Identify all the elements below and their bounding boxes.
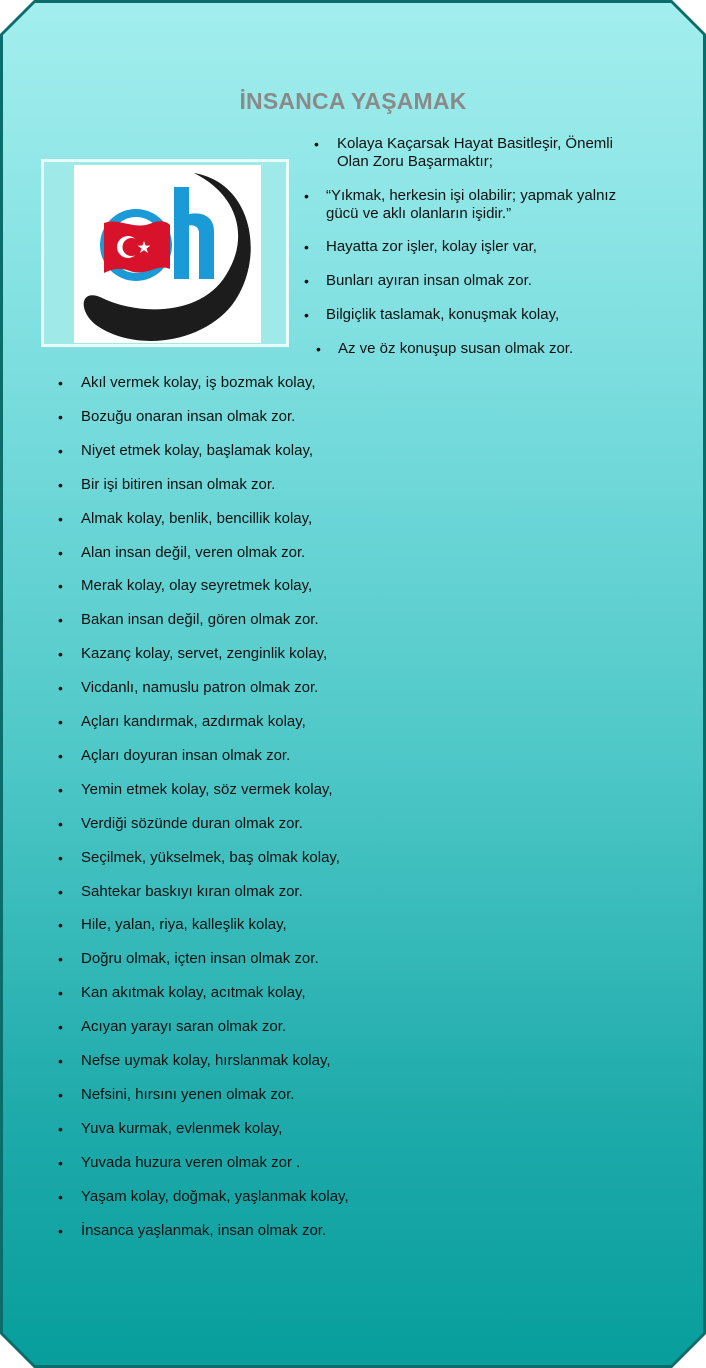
letter-h-stem bbox=[174, 187, 189, 279]
poem-line: Akıl vermek kolay, iş bozmak kolay, bbox=[81, 374, 316, 391]
bullet-icon: • bbox=[58, 1223, 63, 1239]
poem-line: Sahtekar baskıyı kıran olmak zor. bbox=[81, 883, 303, 900]
intro-item-3: Hayatta zor işler, kolay işler var, bbox=[326, 238, 537, 255]
bullet-icon: • bbox=[58, 545, 63, 561]
poem-line: Bir işi bitiren insan olmak zor. bbox=[81, 476, 276, 493]
poem-line: Açları doyuran insan olmak zor. bbox=[81, 747, 291, 764]
poem-line: Doğru olmak, içten insan olmak zor. bbox=[81, 950, 319, 967]
bullet-icon: • bbox=[58, 985, 63, 1001]
bullet-icon: • bbox=[58, 1189, 63, 1205]
poem-line: Acıyan yarayı saran olmak zor. bbox=[81, 1018, 287, 1035]
bullet-icon: • bbox=[58, 1121, 63, 1137]
poem-line: Yemin etmek kolay, söz vermek kolay, bbox=[81, 781, 333, 798]
bullet-icon: • bbox=[304, 239, 309, 255]
bullet-icon: • bbox=[58, 748, 63, 764]
poem-line: Bakan insan değil, gören olmak zor. bbox=[81, 611, 319, 628]
poem-line: Kazanç kolay, servet, zenginlik kolay, bbox=[81, 645, 328, 662]
poem-line: Merak kolay, olay seyretmek kolay, bbox=[81, 577, 313, 594]
poem-line: Hile, yalan, riya, kalleşlik kolay, bbox=[81, 916, 287, 933]
bullet-icon: • bbox=[58, 951, 63, 967]
bullet-icon: • bbox=[58, 917, 63, 933]
bullet-icon: • bbox=[58, 375, 63, 391]
poem-line: Yaşam kolay, doğmak, yaşlanmak kolay, bbox=[81, 1188, 349, 1205]
intro-item-2-line-1: “Yıkmak, herkesin işi olabilir; yapmak yalnız bbox=[326, 187, 617, 204]
intro-item-5: Bilgiçlik taslamak, konuşmak kolay, bbox=[326, 306, 560, 323]
logo-frame bbox=[41, 159, 289, 347]
poem-line: İnsanca yaşlanmak, insan olmak zor. bbox=[81, 1222, 327, 1239]
bullet-icon: • bbox=[58, 1019, 63, 1035]
intro-item-4: Bunları ayıran insan olmak zor. bbox=[326, 272, 532, 289]
poem-line: Vicdanlı, namuslu patron olmak zor. bbox=[81, 679, 319, 696]
bullet-icon: • bbox=[58, 612, 63, 628]
intro-item-1-line-1: Kolaya Kaçarsak Hayat Basitleşir, Önemli bbox=[337, 135, 613, 152]
poem-line: Kan akıtmak kolay, acıtmak kolay, bbox=[81, 984, 306, 1001]
bullet-icon: • bbox=[58, 409, 63, 425]
bullet-icon: • bbox=[58, 714, 63, 730]
bullet-icon: • bbox=[304, 307, 309, 323]
bullet-icon: • bbox=[58, 477, 63, 493]
poem-line: Açları kandırmak, azdırmak kolay, bbox=[81, 713, 306, 730]
oh-logo-icon bbox=[74, 165, 261, 343]
intro-item-2-line-2: gücü ve aklı olanların işidir.” bbox=[326, 205, 512, 222]
page-title: İNSANCA YAŞAMAK bbox=[239, 88, 467, 114]
bullet-icon: • bbox=[58, 578, 63, 594]
bullet-icon: • bbox=[58, 850, 63, 866]
bullet-icon: • bbox=[304, 188, 309, 204]
poem-line: Alan insan değil, veren olmak zor. bbox=[81, 544, 306, 561]
bullet-icon: • bbox=[58, 1053, 63, 1069]
bullet-icon: • bbox=[58, 1155, 63, 1171]
intro-item-1-line-2: Olan Zoru Başarmaktır; bbox=[337, 153, 493, 170]
bullet-icon: • bbox=[58, 782, 63, 798]
poem-line: Verdiği sözünde duran olmak zor. bbox=[81, 815, 303, 832]
bullet-icon: • bbox=[304, 273, 309, 289]
logo bbox=[74, 165, 261, 343]
poem-line: Bozuğu onaran insan olmak zor. bbox=[81, 408, 296, 425]
poem-line: Nefsini, hırsını yenen olmak zor. bbox=[81, 1086, 295, 1103]
intro-item-6: Az ve öz konuşup susan olmak zor. bbox=[338, 340, 574, 357]
bullet-icon: • bbox=[58, 884, 63, 900]
bullet-icon: • bbox=[58, 511, 63, 527]
bullet-icon: • bbox=[58, 646, 63, 662]
bullet-icon: • bbox=[316, 341, 321, 357]
poem-line: Niyet etmek kolay, başlamak kolay, bbox=[81, 442, 314, 459]
bullet-icon: • bbox=[58, 680, 63, 696]
poem-line: Seçilmek, yükselmek, baş olmak kolay, bbox=[81, 849, 340, 866]
poem-line: Yuva kurmak, evlenmek kolay, bbox=[81, 1120, 283, 1137]
poem-line: Almak kolay, benlik, bencillik kolay, bbox=[81, 510, 313, 527]
bullet-icon: • bbox=[314, 136, 319, 152]
poem-line: Yuvada huzura veren olmak zor . bbox=[81, 1154, 301, 1171]
bullet-icon: • bbox=[58, 816, 63, 832]
bullet-icon: • bbox=[58, 1087, 63, 1103]
poem-line: Nefse uymak kolay, hırslanmak kolay, bbox=[81, 1052, 331, 1069]
bullet-icon: • bbox=[58, 443, 63, 459]
